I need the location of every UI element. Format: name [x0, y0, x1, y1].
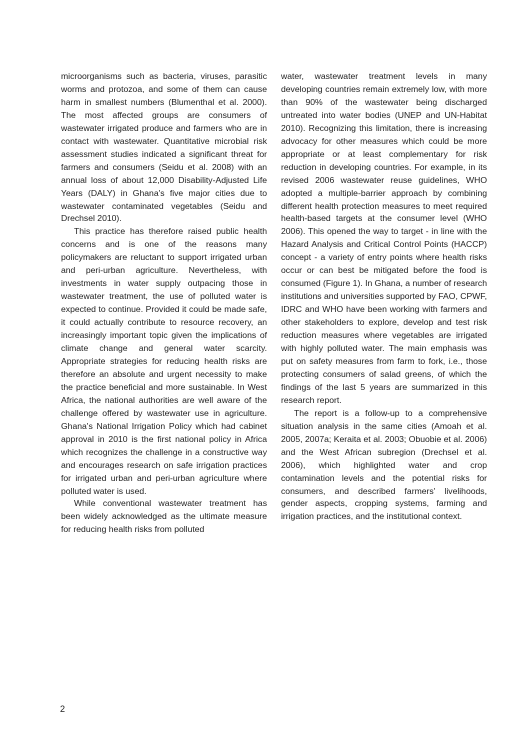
left-text-column: [61, 70, 267, 536]
paragraph: While conventional wastewater treatment has been widely acknowledged as the ultimate measure for reducing health risks from polluted: [61, 498, 267, 535]
paragraph: The report is a follow-up to a comprehensive situation analysis in the same cities (Amoah et al. 2005, 2007a; Keraita et al. 2003; Obuobie et al. 2006) and the West African subregion (Drechsel et al. 2006), which highlighted water and crop contamination levels and the potential risks for consumers, and described farmers' livelihoods, gender aspects, cropping systems, farming and irrigation practices, and the institutional context.: [281, 407, 487, 522]
paragraph: microorganisms such as bacteria, viruses, parasitic worms and protozoa, and some of them can cause harm in smallest numbers (Blumenthal et al. 2000). The most affected groups are consumers of wastewater irrigated produce and farmers who are in contact with wastewater. Quantitative microbial risk assessment studies indicated a significant threat for farmers and consumers (Seidu et al. 2008) with an annual loss of about 12,000 Disability-Adjusted Life Years (DALY) in Ghana's five major cities due to wastewater contaminated vegetables (Seidu and Drechsel 2010).: [61, 71, 267, 224]
page-number: 2: [60, 704, 66, 714]
right-text-column: [281, 70, 487, 523]
paragraph: This practice has therefore raised public health concerns and is one of the reasons many policymakers are reluctant to support irrigated urban and peri-urban agriculture. Nevertheless, with investments in water supply outpacing those in wastewater treatment, the use of polluted water is expected to continue. Provided it could be made safe, it could actually contribute to resource recovery, an increasingly important topic given the implications of climate change and general water scarcity. Appropriate strategies for reducing health risks are therefore an absolute and urgent necessity to make the practice beneficial and more sustainable. In West Africa, the national authorities are well aware of the challenge offered by wastewater use in agriculture. Ghana's National Irrigation Policy which had cabinet approval in 2010 is the first national policy in Africa which recognizes the challenge in a constructive way and encourages research on safe irrigation practices for irrigated urban and peri-urban agriculture where polluted water is used.: [61, 226, 267, 496]
paragraph: water, wastewater treatment levels in many developing countries remain extremely low, with more than 90% of the wastewater being discharged untreated into water bodies (UNEP and UN-Habitat 2010). Recognizing this limitation, there is increasing advocacy for other measures which could be more appropriate or at least complementary for risk reduction in developing countries. For example, in its revised 2006 wastewater reuse guidelines, WHO adopted a multiple-barrier approach by combining different health protection measures to meet required health-based targets at the consumer level (WHO 2006). This opened the way to target - in line with the Hazard Analysis and Critical Control Points (HACCP) concept - a variety of entry points where health risks occur or can best be mitigated before the food is consumed (Figure 1). In Ghana, a number of research institutions and universities supported by FAO, CPWF, IDRC and WHO have been working with farmers and other stakeholders to explore, develop and test risk reduction measures where vegetables are irrigated with highly polluted water. The main emphasis was put on safety measures from farm to fork, i.e., those protecting consumers of salad greens, of which the findings of the last 5 years are summarized in this research report.: [281, 71, 487, 405]
